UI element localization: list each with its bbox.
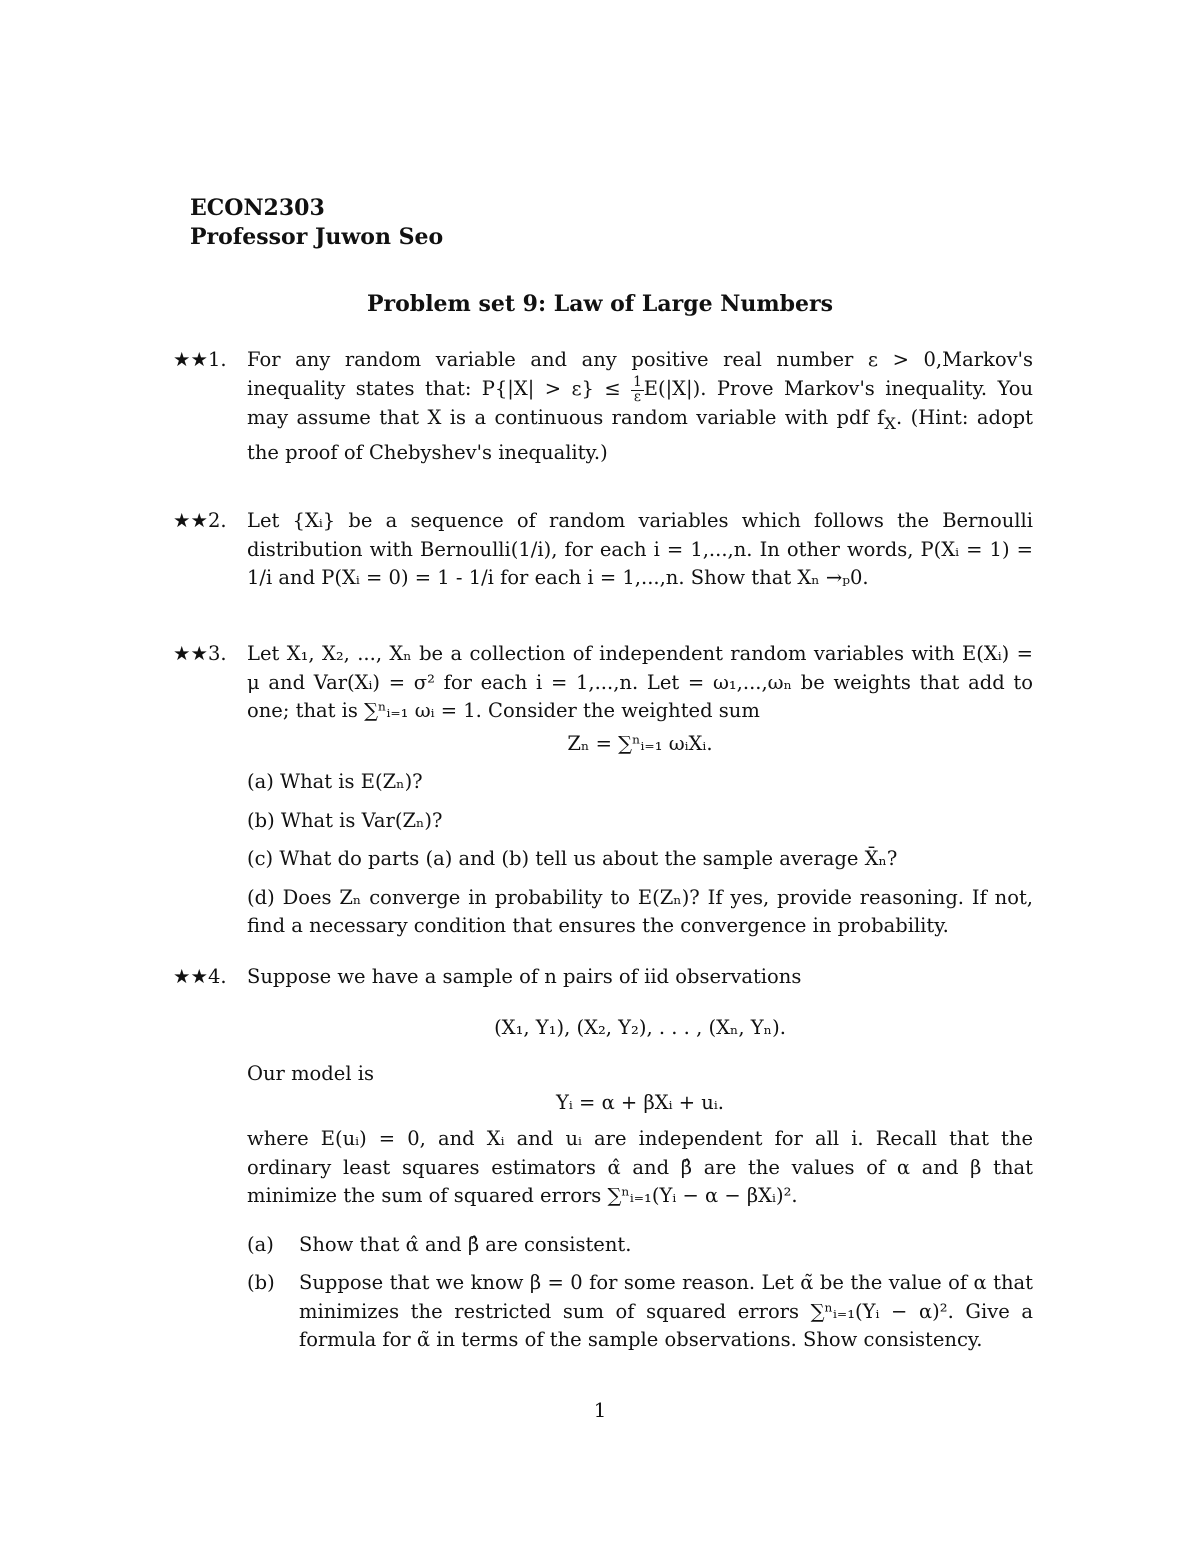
- problem-1-marker: ★★1.: [173, 348, 227, 371]
- problem-3-intro: Let X₁, X₂, ..., Xₙ be a collection of independent random variables with E(Xᵢ) = μ and Var(Xᵢ) = σ² for each i = 1,...,n. Let = ω₁,...,ωₙ be weights that add to one; that is ∑ⁿᵢ₌₁ ωᵢ = 1. Consider the weighted sum: [247, 642, 1033, 722]
- problem-3-part-d: (d) Does Zₙ converge in probability to E(Zₙ)? If yes, provide reasoning. If not, find a necessary condition that ensures the convergence in probability.: [247, 885, 1033, 937]
- problem-3: [173, 640, 1033, 941]
- problem-2-marker: ★★2.: [173, 509, 227, 532]
- problem-4-marker: ★★4.: [173, 965, 227, 988]
- problem-1: [173, 346, 1033, 467]
- problem-4: [173, 963, 1033, 1355]
- fraction-one-over-epsilon: $\frac{1}{\varepsilon}$: [633, 373, 642, 405]
- problem-2-text: Let {Xᵢ} be a sequence of random variables which follows the Bernoulli distribution with Bernoulli(1/i), for each i = 1,...,n. In other words, P(Xᵢ = 1) = 1/i and P(Xᵢ = 0) = 1 - 1/i for each i = 1,...,n. Show that Xₙ →ₚ0.: [247, 509, 1033, 589]
- problem-4-intro: Suppose we have a sample of n pairs of iid observations: [247, 965, 802, 988]
- weighted-sum-equation: Zₙ = ∑ⁿᵢ₌₁ ωᵢXᵢ.: [567, 731, 713, 755]
- problem-3-marker: ★★3.: [173, 642, 227, 665]
- problem-4-part-b: (b) Suppose that we know β = 0 for some reason. Let α̃ be the value of α that minimizes the restricted sum of squared errors ∑ⁿᵢ₌₁(Yᵢ − α)². Give a formula for α̃ in terms of the sample observations. Show consistency.: [247, 1271, 1033, 1351]
- page-number: 1: [593, 1398, 607, 1422]
- problem-set-title: Problem set 9: Law of Large Numbers: [367, 291, 833, 317]
- problem-3-part-b: (b) What is Var(Zₙ)?: [247, 808, 443, 832]
- problem-4-explanation: where E(uᵢ) = 0, and Xᵢ and uᵢ are independent for all i. Recall that the ordinary least squares estimators α̂ and β̂ are the values of α and β that minimize the sum of squared errors ∑ⁿᵢ₌₁(Yᵢ − α − βXᵢ)².: [247, 1127, 1033, 1207]
- problem-4-part-a: (a) Show that α̂ and β̂ are consistent.: [247, 1232, 632, 1256]
- problem-3-text: [247, 640, 1033, 941]
- problem-2: [173, 507, 1033, 593]
- professor-name: Professor Juwon Seo: [190, 224, 444, 250]
- course-code: ECON2303: [190, 195, 325, 221]
- problem-1-text: For any random variable and any positive real number ε > 0,Markov's inequality states that: P{|X| > ε} ≤ $\frac{1}{\varepsilon}$ E(|X|). Prove Markov's inequality. You may assume that X is a continuous random variable with pdf $f_X$. (Hint: adopt the proof of Chebyshev's inequality.): [247, 348, 1033, 464]
- problem-3-part-c: (c) What do parts (a) and (b) tell us about the sample average X̄ₙ?: [247, 847, 898, 870]
- problem-4-text: [247, 963, 1033, 1355]
- problem-3-part-a: (a) What is E(Zₙ)?: [247, 770, 423, 793]
- observations-equation: (X₁, Y₁), (X₂, Y₂), . . . , (Xₙ, Yₙ).: [494, 1015, 786, 1039]
- model-equation: Yᵢ = α + βXᵢ + uᵢ.: [556, 1090, 724, 1114]
- model-intro: Our model is: [247, 1062, 374, 1085]
